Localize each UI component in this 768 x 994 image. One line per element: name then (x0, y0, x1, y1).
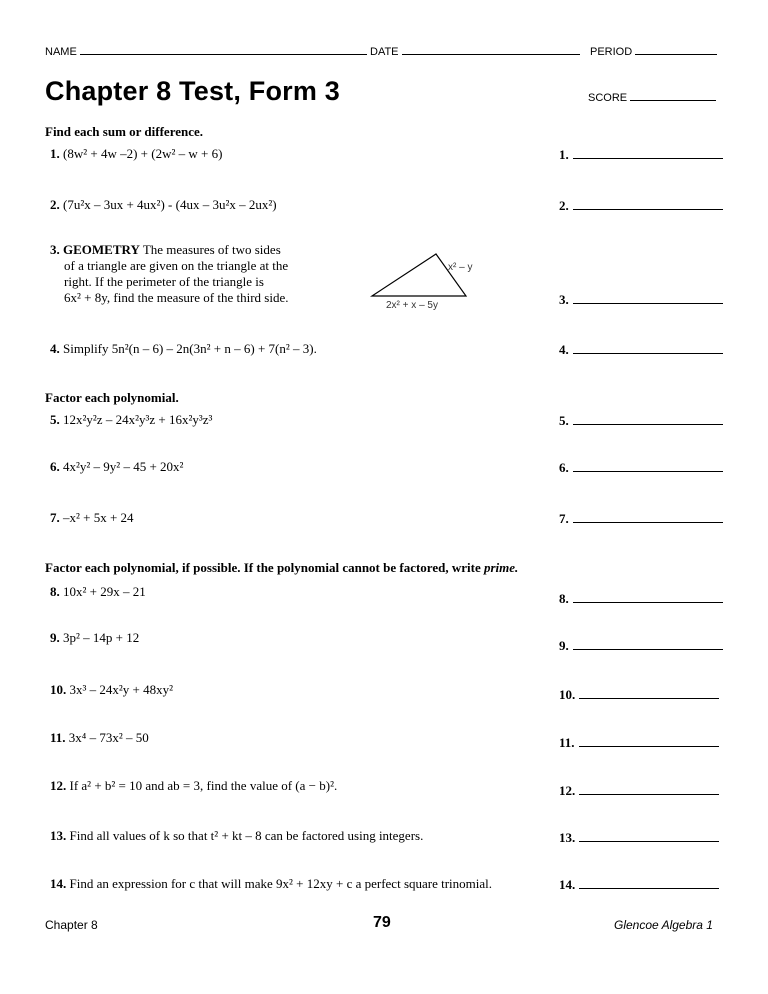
date-line[interactable] (402, 44, 580, 55)
period-field[interactable] (590, 44, 717, 58)
score-field[interactable] (588, 90, 716, 104)
answer-blank-9[interactable]: 9. (559, 637, 723, 654)
section-heading: Factor each polynomial, if possible. If the polynomial cannot be factored, write prime. (45, 560, 519, 575)
answer-blank-12[interactable]: 12. (559, 782, 719, 799)
date-label: DATE (370, 46, 399, 58)
problem-14: 14. Find an expression for c that will make 9x² + 12xy + c a perfect square trinomial. (50, 876, 493, 891)
problem-4: 4. Simplify 5n²(n – 6) – 2n(3n² + n – 6) + 7(n² – 3). (50, 341, 317, 356)
problem-10: 10. 3x³ – 24x²y + 48xy² (50, 682, 174, 697)
page-number: 79 (373, 914, 391, 931)
answer-blank-13[interactable]: 13. (559, 829, 719, 846)
page-title: Chapter 8 Test, Form 3 (45, 76, 340, 106)
answer-blank-8[interactable]: 8. (559, 590, 723, 607)
name-field[interactable] (45, 44, 367, 58)
problem-12: 12. If a² + b² = 10 and ab = 3, find the value of (a − b)². (50, 778, 338, 793)
answer-blank-2[interactable]: 2. (559, 197, 723, 214)
footer-chapter: Chapter 8 (45, 918, 98, 932)
answer-blank-7[interactable]: 7. (559, 510, 723, 527)
date-field[interactable] (370, 44, 580, 58)
problem-13: 13. Find all values of k so that t² + kt – 8 can be factored using integers. (50, 828, 424, 843)
triangle-side-bottom-label: 2x² + x – 5y (386, 300, 438, 311)
problem-1: 1. (8w² + 4w –2) + (2w² – w + 6) (50, 146, 223, 161)
name-line[interactable] (80, 44, 367, 55)
answer-blank-10[interactable]: 10. (559, 686, 719, 703)
answer-blank-11[interactable]: 11. (559, 734, 719, 751)
score-line[interactable] (630, 90, 716, 101)
answer-blank-14[interactable]: 14. (559, 876, 719, 893)
triangle-shape (372, 254, 466, 296)
triangle-side-right-label: x² – y (448, 262, 473, 273)
problem-11: 11. 3x⁴ – 73x² – 50 (50, 730, 149, 745)
problem-3: 3. GEOMETRY The measures of two sides of a triangle are given on the triangle at the right. If the perimeter of the triangle is 6x² + 8y, find the measure of the third side. (50, 242, 289, 305)
problem-8: 8. 10x² + 29x – 21 (50, 584, 146, 599)
problem-2: 2. (7u²x – 3ux + 4ux²) - (4ux – 3u²x – 2ux²) (50, 197, 277, 212)
answer-blank-6[interactable]: 6. (559, 459, 723, 476)
section-heading: Find each sum or difference. (45, 124, 204, 139)
answer-blank-3[interactable]: 3. (559, 291, 723, 308)
problem-9: 9. 3p² – 14p + 12 (50, 630, 140, 645)
period-label: PERIOD (590, 46, 633, 58)
problem-6: 6. 4x²y² – 9y² – 45 + 20x² (50, 459, 184, 474)
problem-7: 7. –x² + 5x + 24 (50, 510, 134, 525)
section-heading: Factor each polynomial. (45, 390, 179, 405)
answer-blank-5[interactable]: 5. (559, 412, 723, 429)
answer-blank-1[interactable]: 1. (559, 146, 723, 163)
score-label: SCORE (588, 92, 628, 104)
footer-publisher: Glencoe Algebra 1 (614, 918, 713, 932)
name-label: NAME (45, 46, 77, 58)
period-line[interactable] (635, 44, 717, 55)
problem-5: 5. 12x²y²z – 24x²y³z + 16x²y³z³ (50, 412, 213, 427)
answer-blank-4[interactable]: 4. (559, 341, 723, 358)
